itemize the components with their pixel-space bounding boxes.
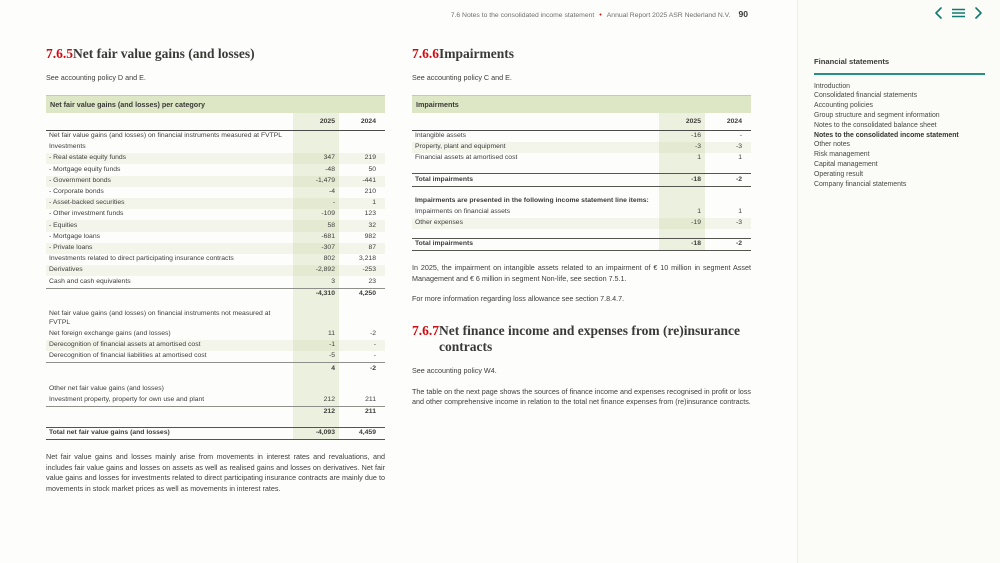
row-value-2024: -253 — [362, 266, 376, 274]
row-value-2024: 4,250 — [358, 289, 376, 297]
table-row — [412, 142, 751, 153]
row-value-2025: 1 — [659, 153, 705, 164]
row-label: Derecognition of financial assets at amortised cost — [49, 341, 201, 349]
table-header-row — [412, 113, 751, 131]
page-number: 90 — [738, 9, 748, 19]
row-value-2025 — [293, 375, 339, 384]
row-value-2025: 212 — [293, 407, 339, 418]
row-value-2024: 1 — [738, 207, 742, 215]
section-number: 7.6.7 — [412, 322, 439, 338]
body-paragraph: In 2025, the impairment on intangible assets related to an impairment of € 10 million in segment Asset Management and € 6 million in segment Non-life, see section 7.5.1. — [412, 263, 751, 283]
report-title: Annual Report 2025 ASR Nederland N.V. — [606, 12, 731, 19]
row-value-2025: -2,892 — [293, 265, 339, 276]
chevron-left-icon — [934, 7, 942, 19]
table-row — [46, 362, 385, 374]
row-value-2025: -19 — [659, 218, 705, 229]
row-value-2024: - — [373, 352, 376, 360]
body-paragraph: The table on the next page shows the sources of finance income and expenses recognised in profit or loss and other comprehensive income in relation to the total net finance expenses from (re)insurance contracts. — [412, 386, 751, 407]
table-row — [46, 232, 385, 243]
table-row — [412, 153, 751, 164]
table-header-row — [46, 113, 385, 131]
policy-note: See accounting policy D and E. — [46, 72, 146, 82]
row-value-2025 — [659, 196, 705, 207]
sidebar-item[interactable]: Risk management — [814, 151, 870, 159]
table-row — [46, 187, 385, 198]
sidebar-item[interactable]: Consolidated financial statements — [814, 92, 918, 100]
row-label: Net fair value gains (and losses) on financial instruments measured at FVTPL — [49, 131, 283, 139]
row-value-2025: 4 — [293, 363, 339, 374]
table-row — [46, 254, 385, 265]
row-value-2024: 3,218 — [358, 255, 376, 263]
sidebar-item[interactable]: Capital management — [814, 161, 878, 169]
table-row — [46, 329, 385, 340]
row-value-2024: -2 — [369, 364, 376, 372]
row-label: Derecognition of financial liabilities at amortised cost — [49, 352, 207, 360]
row-value-2025 — [293, 309, 339, 329]
row-value-2024 — [339, 384, 385, 395]
row-value-2025: -18 — [659, 174, 705, 185]
row-value-2025: - — [293, 198, 339, 209]
row-value-2024 — [339, 131, 385, 142]
viewer-controls — [934, 7, 983, 19]
row-value-2024 — [339, 142, 385, 153]
row-value-2024: 219 — [364, 154, 376, 162]
chevron-right-icon — [975, 7, 983, 19]
row-value-2025 — [659, 187, 705, 196]
table-row — [46, 340, 385, 351]
row-value-2025 — [293, 142, 339, 153]
row-label: Investments related to direct participating insurance contracts — [49, 255, 234, 263]
row-label: Other net fair value gains (and losses) — [49, 384, 164, 392]
column-header-2024: 2024 — [726, 117, 742, 125]
table-row — [46, 164, 385, 175]
row-value-2024 — [705, 164, 751, 173]
row-label: - Mortgage equity funds — [49, 165, 121, 173]
sidebar-item[interactable]: Other notes — [814, 141, 851, 149]
sidebar-item[interactable]: Operating result — [814, 170, 864, 178]
table-row — [46, 243, 385, 254]
fair-value-table — [46, 95, 385, 441]
menu-button[interactable] — [952, 8, 965, 18]
row-label — [412, 187, 659, 196]
row-label: - Other investment funds — [49, 210, 124, 218]
row-value-2024: 4,459 — [358, 429, 376, 437]
section-heading — [412, 323, 751, 355]
row-value-2024: 23 — [368, 277, 376, 285]
sidebar — [797, 0, 1000, 563]
sidebar-item[interactable]: Company financial statements — [814, 180, 907, 188]
row-value-2025: 1 — [659, 207, 705, 218]
row-value-2024: -3 — [735, 219, 742, 227]
row-value-2025 — [659, 164, 705, 173]
row-value-2024: 87 — [368, 243, 376, 251]
table-row — [412, 173, 751, 186]
row-label: Total impairments — [415, 175, 474, 183]
row-value-2025: -109 — [293, 209, 339, 220]
row-label: Total net fair value gains (and losses) — [49, 429, 170, 437]
row-value-2025 — [659, 229, 705, 238]
row-value-2025: -4 — [293, 187, 339, 198]
row-label: Cash and cash equivalents — [49, 277, 131, 285]
row-value-2025: 347 — [293, 153, 339, 164]
body-paragraph: For more information regarding loss allowance see section 7.8.4.7. — [412, 294, 625, 304]
row-value-2025: -4,310 — [293, 289, 339, 300]
row-label: Derivatives — [49, 266, 83, 274]
row-label: Financial assets at amortised cost — [415, 154, 518, 162]
hamburger-icon — [952, 8, 965, 18]
spacer-cell — [412, 113, 659, 130]
back-button[interactable] — [934, 7, 942, 19]
row-value-2024: 1 — [372, 199, 376, 207]
row-value-2024 — [705, 229, 751, 238]
table-row — [46, 375, 385, 384]
row-label: - Equities — [49, 221, 78, 229]
section-heading — [412, 46, 751, 62]
row-value-2024: 211 — [365, 408, 376, 416]
row-value-2024: -441 — [362, 176, 376, 184]
section-number: 7.6.6 — [412, 46, 439, 61]
row-label — [46, 300, 293, 309]
table-row — [46, 351, 385, 362]
section-title: Impairments — [439, 46, 514, 61]
section-title: Net fair value gains (and losses) — [73, 46, 255, 61]
table-row — [46, 142, 385, 153]
row-value-2025: 3 — [293, 276, 339, 287]
sidebar-item[interactable]: Notes to the consolidated balance sheet — [814, 121, 937, 129]
table-row — [46, 265, 385, 276]
section-title: Net finance income and expenses from (re)insurance contracts — [439, 322, 740, 354]
row-value-2024 — [339, 300, 385, 309]
row-value-2025: 58 — [293, 220, 339, 231]
row-value-2025: 11 — [293, 329, 339, 340]
row-value-2024: -2 — [735, 240, 742, 248]
row-value-2024: 123 — [364, 210, 376, 218]
row-value-2024: 50 — [368, 165, 376, 173]
body-paragraph: Net fair value gains and losses mainly arise from movements in interest rates and revaluations, and includes fair value gains and losses on assets as well as realised gains and losses on derivatives. Net fair value gains and losses for investments related to direct participating insurance contracts are mainly due to movements in stock market prices as well as movements in interest rates. — [46, 452, 385, 493]
row-label: - Mortgage loans — [49, 232, 101, 240]
row-label — [46, 363, 293, 374]
row-label: Impairments on financial assets — [415, 207, 511, 215]
spacer-cell — [46, 113, 293, 130]
row-value-2024 — [339, 418, 385, 427]
row-value-2024 — [705, 196, 751, 207]
row-value-2024: -2 — [735, 175, 742, 183]
row-value-2025: -48 — [293, 164, 339, 175]
row-label: Intangible assets — [415, 131, 467, 139]
row-value-2025: -3 — [659, 142, 705, 153]
table-row — [412, 229, 751, 238]
row-label: Investment property, property for own use and plant — [49, 396, 205, 404]
row-label: Total impairments — [415, 240, 474, 248]
row-value-2024: 211 — [365, 396, 376, 404]
table-title: Impairments — [412, 95, 751, 113]
table-row — [412, 238, 751, 251]
forward-button[interactable] — [975, 7, 983, 19]
row-label — [412, 164, 659, 173]
separator-bullet: • — [599, 12, 602, 19]
table-row — [46, 276, 385, 287]
row-value-2025 — [293, 418, 339, 427]
row-label: - Private loans — [49, 243, 93, 251]
row-label — [412, 229, 659, 238]
row-label: - Corporate bonds — [49, 187, 104, 195]
row-value-2025: -18 — [659, 239, 705, 250]
row-value-2024: -2 — [369, 330, 376, 338]
impairments-table — [412, 95, 751, 251]
row-value-2024: - — [739, 131, 742, 139]
table-row — [46, 220, 385, 231]
row-value-2024: 210 — [364, 187, 376, 195]
table-row — [412, 187, 751, 196]
sidebar-item[interactable]: Group structure and segment information — [814, 112, 940, 120]
table-row — [412, 218, 751, 229]
row-value-2024 — [339, 375, 385, 384]
row-label — [46, 418, 293, 427]
row-value-2025: -16 — [659, 131, 705, 142]
row-label: - Asset-backed securities — [49, 199, 125, 207]
row-value-2025 — [293, 384, 339, 395]
table-row — [412, 164, 751, 173]
table-row — [46, 153, 385, 164]
section-7-6-6 — [412, 38, 751, 408]
section-number: 7.6.5 — [46, 46, 73, 61]
row-value-2024: - — [373, 341, 376, 349]
row-value-2025: -1,479 — [293, 176, 339, 187]
table-row — [46, 427, 385, 440]
sidebar-item[interactable]: Notes to the consolidated income statement — [814, 131, 959, 139]
table-title: Net fair value gains (and losses) per category — [46, 95, 385, 113]
sidebar-title: Financial statements — [814, 57, 985, 75]
row-value-2025: -5 — [293, 351, 339, 362]
policy-note: See accounting policy C and E. — [412, 72, 512, 82]
table-row — [412, 131, 751, 142]
row-value-2024 — [339, 309, 385, 329]
table-row — [46, 198, 385, 209]
row-value-2025: 212 — [293, 395, 339, 406]
row-value-2025 — [293, 300, 339, 309]
row-label: - Government bonds — [49, 176, 111, 184]
row-label: Impairments are presented in the following income statement line items: — [415, 196, 649, 204]
row-value-2024: 1 — [738, 154, 742, 162]
row-label — [46, 289, 293, 300]
table-row — [46, 395, 385, 406]
row-label: Net fair value gains (and losses) on financial instruments not measured at FVTPL — [49, 309, 271, 326]
row-value-2025: 802 — [293, 254, 339, 265]
table-row — [46, 418, 385, 427]
section-7-6-5 — [46, 38, 385, 495]
breadcrumb: 7.6 Notes to the consolidated income statement — [450, 12, 595, 19]
sidebar-nav — [814, 82, 985, 190]
row-value-2025: -1 — [293, 340, 339, 351]
table-row — [46, 300, 385, 309]
row-value-2025 — [293, 131, 339, 142]
row-label: Other expenses — [415, 219, 463, 227]
row-value-2024: 32 — [368, 221, 376, 229]
row-label — [46, 375, 293, 384]
sidebar-item[interactable]: Introduction — [814, 82, 851, 90]
row-label: Investments — [49, 143, 86, 151]
row-label: Property, plant and equipment — [415, 143, 506, 151]
sidebar-item[interactable]: Accounting policies — [814, 102, 873, 110]
column-header-2025: 2025 — [659, 113, 705, 130]
row-label: Net foreign exchange gains (and losses) — [49, 330, 171, 338]
table-row — [412, 196, 751, 207]
row-label: - Real estate equity funds — [49, 154, 127, 162]
table-row — [46, 176, 385, 187]
table-row — [46, 209, 385, 220]
row-label — [46, 407, 293, 418]
table-row — [46, 131, 385, 142]
table-row — [46, 288, 385, 300]
table-row — [46, 309, 385, 329]
row-value-2024: 982 — [364, 232, 376, 240]
table-row — [412, 207, 751, 218]
row-value-2024: -3 — [735, 143, 742, 151]
policy-note: See accounting policy W4. — [412, 365, 497, 375]
table-row — [46, 384, 385, 395]
column-header-2024: 2024 — [360, 117, 376, 125]
column-header-2025: 2025 — [293, 113, 339, 130]
row-value-2025: -681 — [293, 232, 339, 243]
row-value-2025: -307 — [293, 243, 339, 254]
row-value-2025: -4,093 — [293, 428, 339, 439]
row-value-2024 — [705, 187, 751, 196]
page-header — [0, 9, 748, 19]
section-heading — [46, 46, 385, 62]
table-row — [46, 406, 385, 418]
